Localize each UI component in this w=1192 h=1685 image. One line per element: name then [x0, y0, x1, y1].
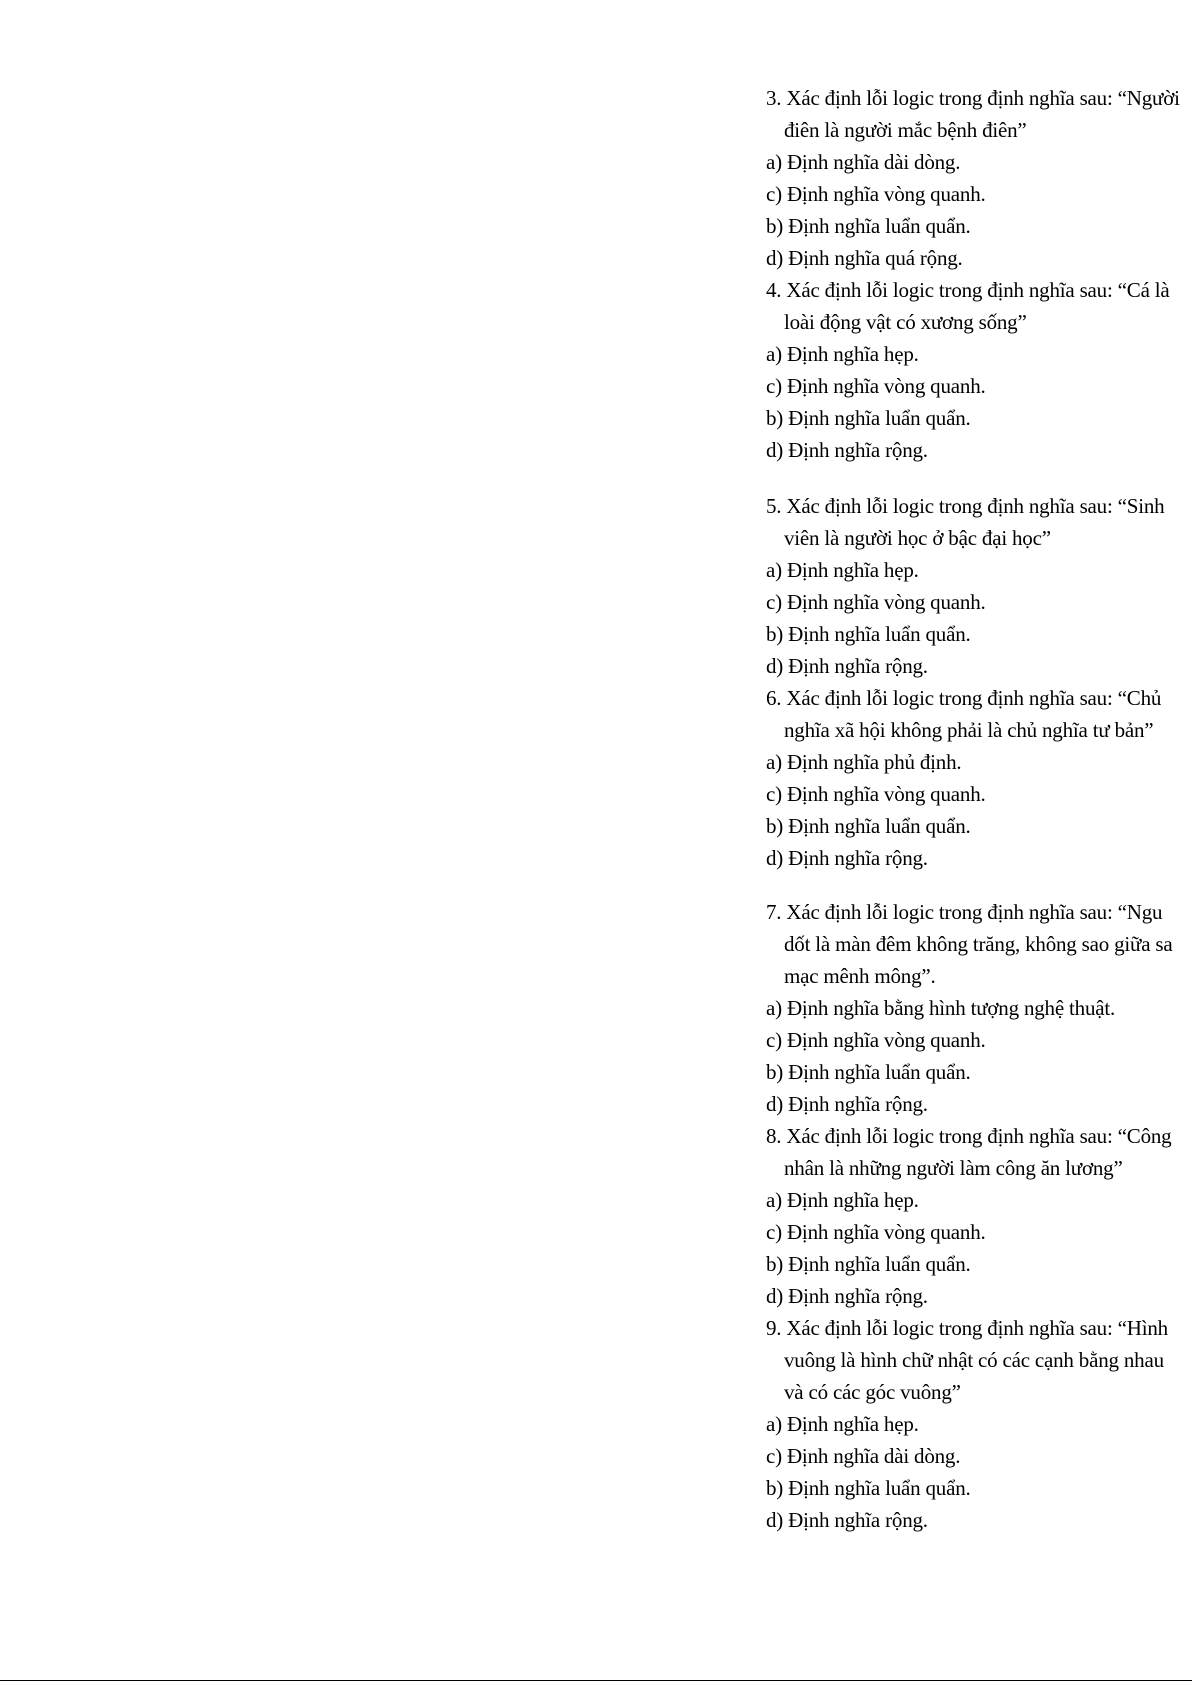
option-a: a) Định nghĩa bằng hình tượng nghệ thuật. [766, 996, 1116, 1020]
option-d: d) Định nghĩa quá rộng. [766, 246, 963, 270]
option-a: a) Định nghĩa hẹp. [766, 342, 919, 366]
question-5 [766, 490, 1186, 682]
questions-column [766, 82, 1186, 1536]
option-d: d) Định nghĩa rộng. [766, 438, 928, 462]
option-a: a) Định nghĩa dài dòng. [766, 150, 961, 174]
option-b: b) Định nghĩa luẩn quẩn. [766, 1252, 971, 1276]
question-9 [766, 1312, 1186, 1536]
option-c: c) Định nghĩa dài dòng. [766, 1444, 961, 1468]
option-c: c) Định nghĩa vòng quanh. [766, 182, 986, 206]
question-6 [766, 682, 1186, 874]
option-b: b) Định nghĩa luẩn quẩn. [766, 406, 971, 430]
option-c: c) Định nghĩa vòng quanh. [766, 1028, 986, 1052]
question-stem: 7. Xác định lỗi logic trong định nghĩa sau: “Ngu dốt là màn đêm không trăng, không sao giữa sa mạc mênh mông”. [766, 900, 1173, 988]
question-stem: 9. Xác định lỗi logic trong định nghĩa sau: “Hình vuông là hình chữ nhật có các cạnh bằng nhau và có các góc vuông” [766, 1316, 1168, 1404]
option-a: a) Định nghĩa hẹp. [766, 1188, 919, 1212]
option-b: b) Định nghĩa luẩn quẩn. [766, 814, 971, 838]
page-bottom-rule [0, 1680, 1192, 1681]
question-8 [766, 1120, 1186, 1312]
option-a: a) Định nghĩa phủ định. [766, 750, 962, 774]
question-stem: 6. Xác định lỗi logic trong định nghĩa sau: “Chủ nghĩa xã hội không phải là chủ nghĩa tư bản” [766, 686, 1162, 742]
option-b: b) Định nghĩa luẩn quẩn. [766, 1060, 971, 1084]
question-3 [766, 82, 1186, 274]
option-d: d) Định nghĩa rộng. [766, 846, 928, 870]
option-d: d) Định nghĩa rộng. [766, 1508, 928, 1532]
option-a: a) Định nghĩa hẹp. [766, 1412, 919, 1436]
question-stem: 3. Xác định lỗi logic trong định nghĩa sau: “Người điên là người mắc bệnh điên” [766, 86, 1180, 142]
question-stem: 8. Xác định lỗi logic trong định nghĩa sau: “Công nhân là những người làm công ăn lương” [766, 1124, 1172, 1180]
option-b: b) Định nghĩa luẩn quẩn. [766, 214, 971, 238]
option-c: c) Định nghĩa vòng quanh. [766, 590, 986, 614]
option-a: a) Định nghĩa hẹp. [766, 558, 919, 582]
question-stem: 4. Xác định lỗi logic trong định nghĩa sau: “Cá là loài động vật có xương sống” [766, 278, 1170, 334]
question-7 [766, 896, 1186, 1120]
question-stem: 5. Xác định lỗi logic trong định nghĩa sau: “Sinh viên là người học ở bậc đại học” [766, 494, 1165, 550]
option-b: b) Định nghĩa luẩn quẩn. [766, 1476, 971, 1500]
option-d: d) Định nghĩa rộng. [766, 1284, 928, 1308]
option-c: c) Định nghĩa vòng quanh. [766, 374, 986, 398]
option-d: d) Định nghĩa rộng. [766, 1092, 928, 1116]
option-b: b) Định nghĩa luẩn quẩn. [766, 622, 971, 646]
option-c: c) Định nghĩa vòng quanh. [766, 1220, 986, 1244]
spacer [766, 466, 1186, 490]
option-d: d) Định nghĩa rộng. [766, 654, 928, 678]
spacer [766, 874, 1186, 896]
question-4 [766, 274, 1186, 466]
option-c: c) Định nghĩa vòng quanh. [766, 782, 986, 806]
